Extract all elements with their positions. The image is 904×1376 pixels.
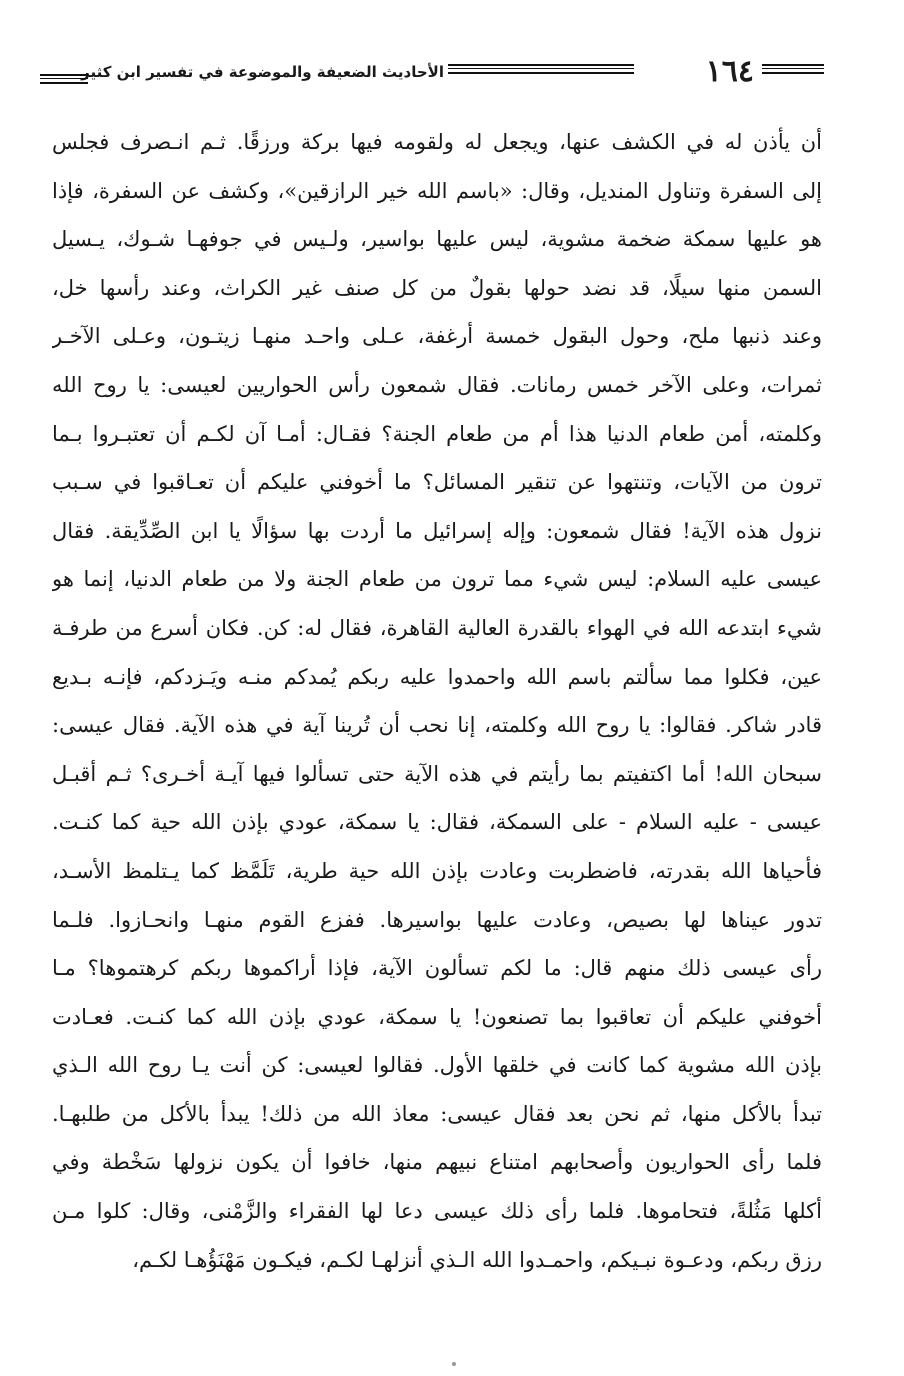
text-line: إلى السفرة وتناول المنديل، وقال: «باسم الله خير الرازقين»، وكشف عن السفرة، فإذا	[52, 178, 822, 203]
text-line: فأحياها الله بقدرته، فاضطربت وعادت بإذن الله حية طرية، تَلَمَّظ كما يـتلمظ الأسـد،	[52, 858, 822, 883]
running-title: الأحاديث الضعيفة والموضوعة في تفسير ابن كثير	[81, 63, 444, 81]
text-line: أن يأذن له في الكشف عنها، ويجعل له ولقومه فيها بركة ورزقًا. ثـم انـصرف فجلس	[52, 130, 822, 154]
text-line: ثمرات، وعلى الآخر خمس رمانات. فقال شمعون رأس الحواريين لعيسى: يا روح الله	[52, 372, 822, 397]
header-rule-right	[762, 64, 824, 74]
text-line: قادر شاكر. فقالوا: يا روح الله وكلمته، إنا نحب أن تُرينا آية في هذه الآية. فقال عيسى:	[52, 713, 822, 738]
text-line: أكلها مَثُلةً، فتحاموها. فلما رأى ذلك عيسى دعا لها الفقراء والزَّمْنى، وقال: كلوا مـن	[52, 1199, 822, 1224]
text-line: سبحان الله! أما اكتفيتم بما رأيتم في هذه الآية حتى تسألوا فيها آيـة أخـرى؟ ثـم أقبـل	[52, 761, 822, 786]
text-line: عيسى - عليه السلام - على السمكة، فقال: يا سمكة، عودي بإذن الله حية كما كنـت.	[52, 810, 822, 835]
header-rule-middle	[448, 64, 634, 74]
text-line: نزول هذه الآية! فقال شمعون: وإله إسرائيل ما أردت بها سؤالًا يا ابن الصِّدِّيقة. فقال	[52, 518, 822, 543]
text-line: وعند ذنبها ملح، وحول البقول خمسة أرغفة، عـلى واحـد منهـا زيتـون، وعـلى الآخـر	[52, 324, 822, 349]
scan-speck	[452, 1362, 456, 1366]
header-rule-left	[40, 74, 88, 84]
text-line: السمن منها سيلًا، قد نضد حولها بقولٌ من كل صنف غير الكراث، وعند رأسها خل،	[52, 275, 822, 300]
text-line: بإذن الله مشوية كما كانت في خلقها الأول. فقالوا لعيسى: كن أنت يـا روح الله الـذي	[52, 1053, 822, 1078]
main-text	[52, 118, 822, 1284]
page-number: ١٦٤	[705, 54, 754, 89]
text-line: عيسى عليه السلام: ليس شيء مما ترون من طعام الجنة ولا من طعام الدنيا، إنما هو	[52, 567, 822, 592]
text-line: أخوفني عليكم أن تعاقبوا بما تصنعون! يا سمكة، عودي بإذن الله كما كنـت. فعـادت	[52, 1004, 822, 1029]
text-line: تدور عيناها لها بصيص، وعادت عليها بواسيرها. ففزع القوم منهـا وانحـازوا. فلـما	[52, 907, 822, 932]
text-line: رأى عيسى ذلك منهم قال: ما لكم تسألون الآية، فإذا أراكموها ربكم كرهتموها؟ مـا	[52, 956, 822, 981]
running-header	[40, 52, 824, 92]
text-line: تبدأ بالأكل منها، ثم نحن بعد فقال عيسى: معاذ الله من ذلك! يبدأ بالأكل من طلبهـا.	[52, 1101, 822, 1126]
text-line: فلما رأى الحواريون وأصحابهم امتناع نبيهم منها، خافوا أن يكون نزولها سَخْطة وفي	[52, 1150, 822, 1175]
text-line: هو عليها سمكة ضخمة مشوية، ليس عليها بواسير، ولـيس في جوفهـا شـوك، يـسيل	[52, 227, 822, 252]
text-line: شيء ابتدعه الله في الهواء بالقدرة العالية القاهرة، فقال له: كن. فكان أسرع من طرفـة	[52, 615, 822, 640]
text-line: رزق ربكم، ودعـوة نبـيكم، واحمـدوا الله الـذي أنزلهـا لكـم، فيكـون مَهْنَؤُهـا لكـم،	[132, 1247, 822, 1272]
text-line: ترون من الآيات، وتنتهوا عن تنقير المسائل؟ ما أخوفني عليكم أن تعـاقبوا في سـبب	[52, 470, 822, 495]
text-line: عين، فكلوا مما سألتم باسم الله واحمدوا عليه ربكم يُمدكم منـه ويَـزدكم، فإنـه بـديع	[52, 664, 822, 689]
text-line: وكلمته، أمن طعام الدنيا هذا أم من طعام الجنة؟ فقـال: أمـا آن لكـم أن تعتبـروا بـما	[52, 421, 822, 446]
